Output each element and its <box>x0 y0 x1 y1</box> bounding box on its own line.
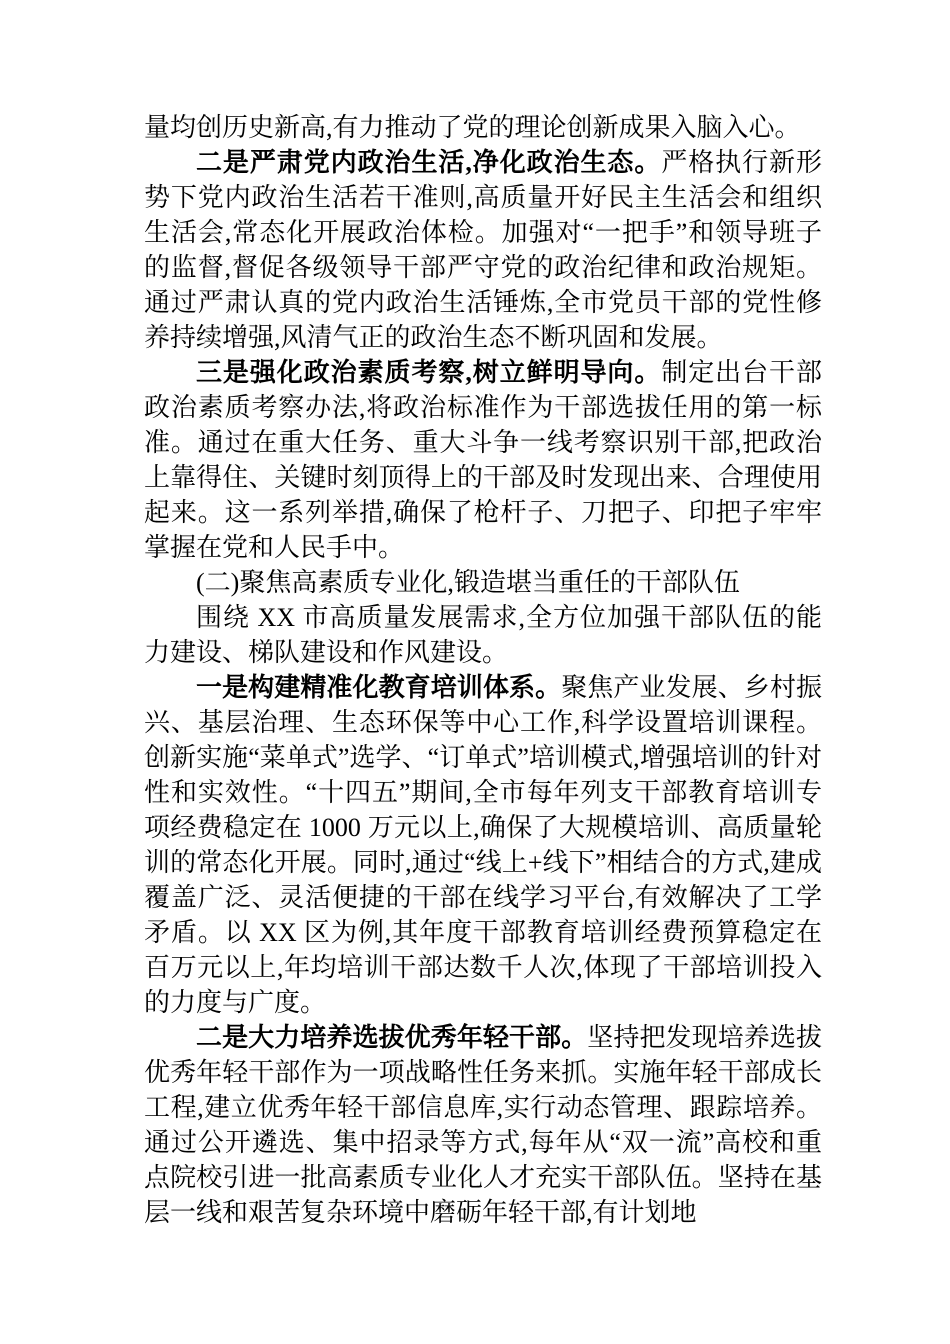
document-body <box>144 110 822 1230</box>
paragraph <box>144 1020 822 1230</box>
paragraph <box>144 110 822 145</box>
paragraph-lead: 一是构建精准化教育培训体系。 <box>196 673 562 702</box>
paragraph-text: 制定出台干部政治素质考察办法,将政治标准作为干部选拔任用的第一标准。通过在重大任务、重大斗争一线考察识别干部,把政治上靠得住、关键时刻顶得上的干部及时发现出来、合理使用起来。这一系列举措,确保了枪杆子、刀把子、印把子牢牢掌握在党和人民手中。 <box>144 358 822 562</box>
paragraph-lead: 二是严肃党内政治生活,净化政治生态。 <box>196 148 662 177</box>
paragraph-lead: 三是强化政治素质考察,树立鲜明导向。 <box>196 358 662 387</box>
paragraph-lead: 二是大力培养选拔优秀年轻干部。 <box>196 1023 588 1052</box>
paragraph-text: 聚焦产业发展、乡村振兴、基层治理、生态环保等中心工作,科学设置培训课程。创新实施“菜单式”选学、“订单式”培训模式,增强培训的针对性和实效性。“十四五”期间,全市每年列支干部教育培训专项经费稳定在 1000 万元以上,确保了大规模培训、高质量轮训的常态化开展。同时,通过“线上+线下”相结合的方式,建成覆盖广泛、灵活便捷的干部在线学习平台,有效解决了工学矛盾。以 XX 区为例,其年度干部教育培训经费预算稳定在百万元以上,年均培训干部达数千人次,体现了干部培训投入的力度与广度。 <box>144 673 822 1017</box>
paragraph <box>144 600 822 670</box>
section-heading <box>144 565 822 600</box>
paragraph <box>144 670 822 1020</box>
paragraph <box>144 145 822 355</box>
paragraph-text: (二)聚焦高素质专业化,锻造堪当重任的干部队伍 <box>196 568 740 597</box>
paragraph <box>144 355 822 565</box>
paragraph-text: 量均创历史新高,有力推动了党的理论创新成果入脑入心。 <box>144 113 801 142</box>
paragraph-text: 坚持把发现培养选拔优秀年轻干部作为一项战略性任务来抓。实施年轻干部成长工程,建立优秀年轻干部信息库,实行动态管理、跟踪培养。通过公开遴选、集中招录等方式,每年从“双一流”高校和重点院校引进一批高素质专业化人才充实干部队伍。坚持在基层一线和艰苦复杂环境中磨砺年轻干部,有计划地 <box>144 1023 822 1227</box>
paragraph-text: 严格执行新形势下党内政治生活若干准则,高质量开好民主生活会和组织生活会,常态化开展政治体检。加强对“一把手”和领导班子的监督,督促各级领导干部严守党的政治纪律和政治规矩。通过严肃认真的党内政治生活锤炼,全市党员干部的党性修养持续增强,风清气正的政治生态不断巩固和发展。 <box>144 148 822 352</box>
paragraph-text: 围绕 XX 市高质量发展需求,全方位加强干部队伍的能力建设、梯队建设和作风建设。 <box>144 603 822 667</box>
